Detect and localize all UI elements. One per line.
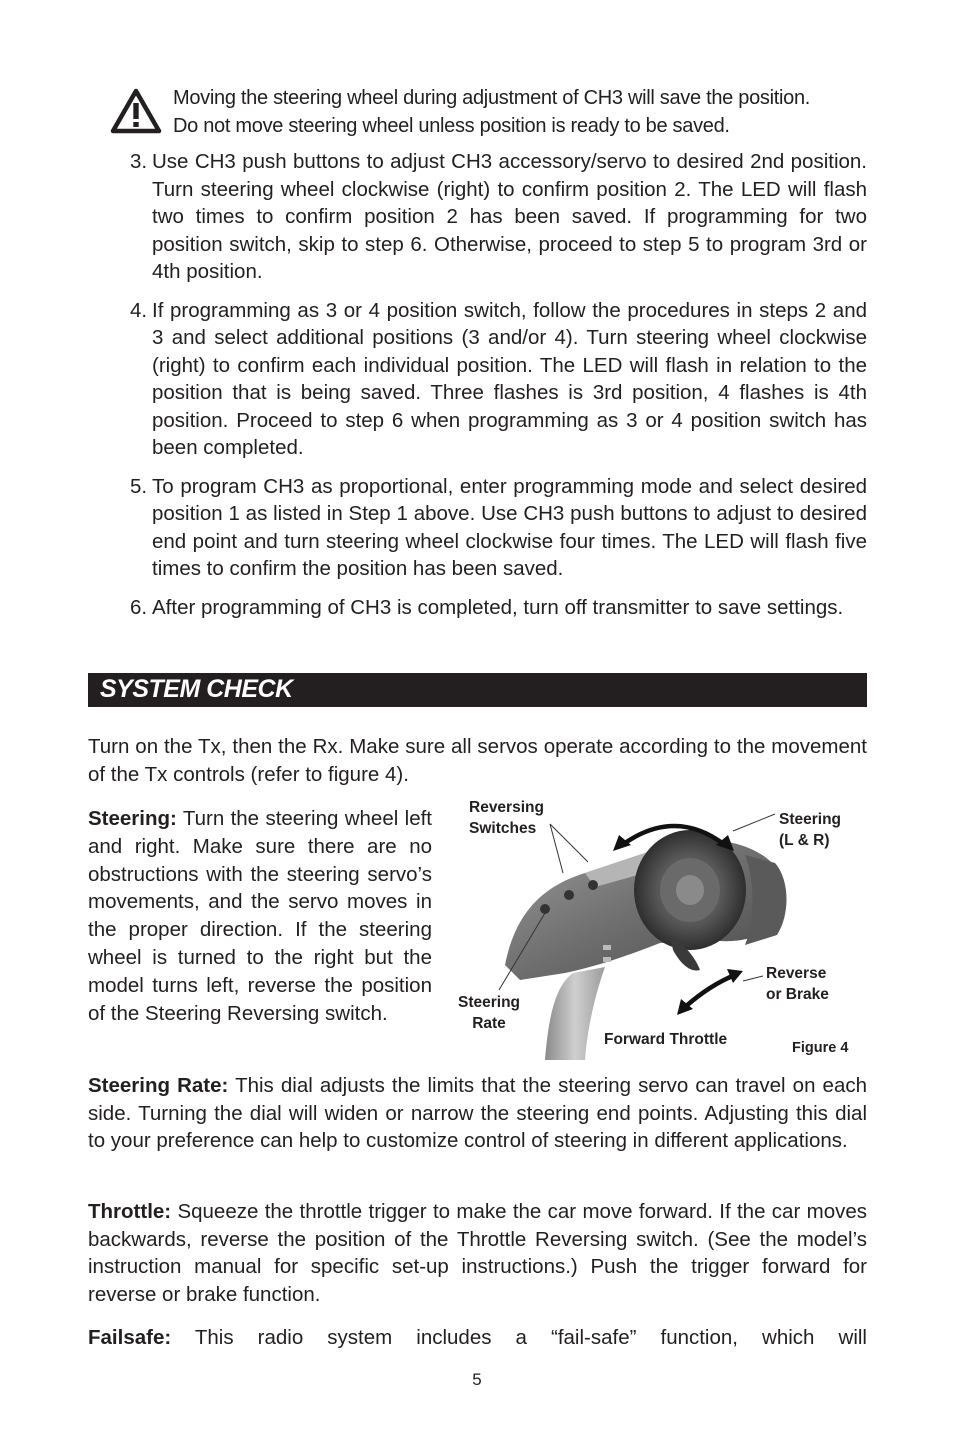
- rate-label-line-2: Rate: [472, 1015, 506, 1032]
- reversing-switches-label: [469, 797, 544, 839]
- step-number: 5.: [130, 474, 148, 498]
- warning-line-2: Do not move steering wheel unless position is ready to be saved.: [173, 115, 730, 137]
- step-item: [88, 148, 867, 286]
- warning-triangle-icon: [110, 88, 162, 134]
- rate-label-line-1: Steering: [457, 994, 520, 1011]
- failsafe-paragraph: [88, 1324, 867, 1352]
- step-item: [88, 594, 867, 622]
- failsafe-label: Failsafe:: [88, 1326, 172, 1349]
- failsafe-text: This radio system includes a “fail-safe” function, which will: [171, 1326, 867, 1349]
- throttle-label: Throttle:: [88, 1200, 172, 1223]
- steering-label-line-2: (L & R): [779, 832, 830, 849]
- programming-steps: [88, 148, 867, 632]
- steering-label-line-1: Steering: [779, 811, 842, 828]
- step-number: 6.: [130, 595, 148, 619]
- step-item: [88, 297, 867, 462]
- figure-caption: Figure 4: [792, 1040, 849, 1056]
- steering-rate-paragraph: [88, 1072, 867, 1155]
- steering-lr-label: [779, 809, 841, 851]
- transmitter-figure: [445, 795, 870, 1060]
- forward-throttle-label: Forward Throttle: [604, 1031, 728, 1048]
- steering-rate-label-text: Steering Rate:: [88, 1074, 229, 1097]
- warning-text: [173, 84, 873, 140]
- step-text: If programming as 3 or 4 position switch, follow the procedures in steps 2 and 3 and select additional positions (3 and/or 4). Turn steering wheel clockwise (right) to confirm each individual position. The LED will flash in relation to the position that is being saved. Three flashes is 3rd position, 4 flashes is 4th position. Proceed to step 6 when programming as 3 or 4 position switch has been completed.: [152, 298, 867, 459]
- throttle-text: Squeeze the throttle trigger to make the car move forward. If the car moves backwards, reverse the position of the Throttle Reversing switch. (See the model’s instruction manual for specific set-up instructions.) Push the trigger forward for reverse or brake function.: [88, 1200, 867, 1306]
- warning-line-1: Moving the steering wheel during adjustment of CH3 will save the position.: [173, 87, 811, 109]
- section-header: [88, 673, 867, 707]
- throttle-paragraph: [88, 1198, 867, 1308]
- reverse-label-line-1: Reverse: [766, 965, 827, 982]
- step-text: Use CH3 push buttons to adjust CH3 accessory/servo to desired 2nd position. Turn steering wheel clockwise (right) to confirm position 2. The LED will flash two times to confirm position 2 has been saved. If programming for two position switch, skip to step 6. Otherwise, proceed to step 5 to program 3rd or 4th position.: [152, 150, 867, 283]
- steering-paragraph: [88, 805, 432, 1027]
- step-item: [88, 473, 867, 583]
- steering-rate-text: This dial adjusts the limits that the steering servo can travel on each side. Turning the dial will widen or narrow the steering end points. Adjusting this dial to your preference can help to customize control of steering in different applications.: [88, 1074, 868, 1152]
- reverse-brake-label: [766, 963, 829, 1005]
- steering-rate-label: [453, 992, 525, 1034]
- step-text: To program CH3 as proportional, enter programming mode and select desired position 1 as listed in Step 1 above. Use CH3 push buttons to adjust to desired end point and turn steering wheel clockwise four times. The LED will flash five times to confirm the position has been saved.: [152, 474, 867, 580]
- step-number: 3.: [130, 150, 148, 173]
- reversing-label-line-2: Switches: [469, 820, 537, 837]
- steering-label: Steering:: [88, 807, 177, 830]
- steering-text: Turn the steering wheel left and right. Make sure there are no obstructions with the steering servo’s movements, and the servo moves in the proper direction. If the steering wheel is turned to the right but the model turns left, reverse the position of the Steering Reversing switch.: [88, 807, 432, 1025]
- step-text: After programming of CH3 is completed, turn off transmitter to save settings.: [152, 595, 844, 619]
- intro-paragraph: Turn on the Tx, then the Rx. Make sure all servos operate according to the movement of the Tx controls (refer to figure 4).: [88, 735, 867, 786]
- section-title: SYSTEM CHECK: [100, 675, 293, 703]
- reverse-label-line-2: or Brake: [766, 986, 829, 1003]
- reversing-label-line-1: Reversing: [469, 799, 544, 816]
- step-number: 4.: [130, 298, 148, 322]
- page-number: 5: [472, 1370, 482, 1389]
